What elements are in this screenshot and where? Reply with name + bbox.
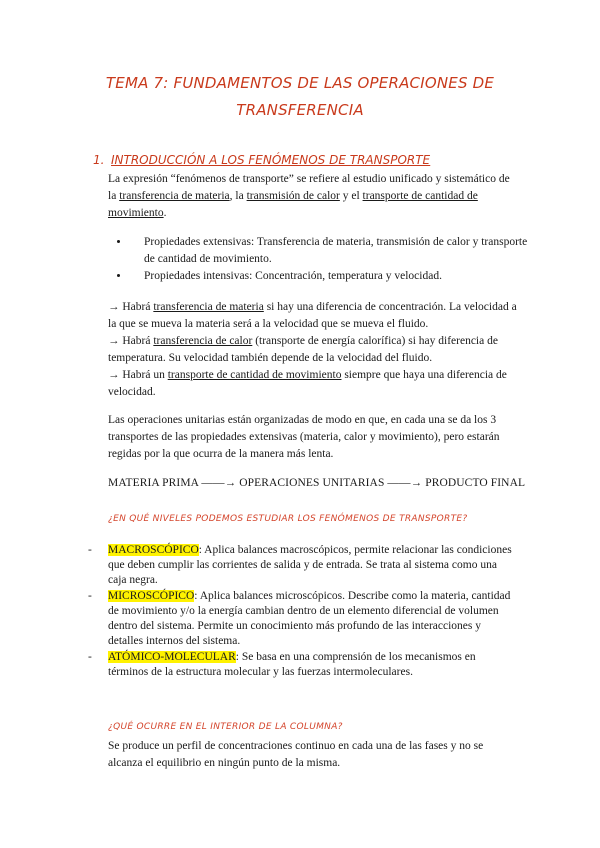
question-columna: ¿QUÉ OCURRE EN EL INTERIOR DE LA COLUMNA? xyxy=(108,722,343,732)
intro-paragraph xyxy=(108,171,518,222)
section-heading xyxy=(93,153,430,167)
intro-text-2: , la xyxy=(229,190,247,202)
arrow-paragraph xyxy=(108,299,518,401)
dash-marker: - xyxy=(88,544,92,556)
arrow-text-underline: transferencia de materia xyxy=(153,301,264,313)
list-item: • Propiedades intensivas: Concentración, temperatura y velocidad. xyxy=(130,268,540,285)
intro-underline-materia: transferencia de materia xyxy=(119,190,230,202)
level-description: : Se basa en una comprensión de los mecanismos en términos de la estructura molecular y las fuerzas intermoleculares. xyxy=(108,651,476,678)
arrow-line-movimiento xyxy=(108,367,518,401)
question-niveles: ¿EN QUÉ NIVELES PODEMOS ESTUDIAR LOS FENÓMENOS DE TRANSPORTE? xyxy=(108,514,468,524)
arrow-text-post: si hay una diferencia de concentración. La velocidad a la que se mueva la materia será a la velocidad que se mueva el fluido. xyxy=(108,301,517,330)
dash-marker: - xyxy=(88,651,92,663)
arrow-line-calor xyxy=(108,333,518,367)
properties-list xyxy=(108,234,540,285)
answer-columna: Se produce un perfil de concentraciones continuo en cada una de las fases y no se alcanza el equilibrio en ningún punto de la misma. xyxy=(108,740,484,769)
intro-underline-movimiento: transporte de cantidad de movimiento xyxy=(108,190,478,219)
arrow-line-materia xyxy=(108,299,518,333)
arrow-text-post: siempre que haya una diferencia de velocidad. xyxy=(108,369,507,398)
level-label-atomico-molecular: ATÓMICO-MOLECULAR xyxy=(108,651,236,663)
arrow-text-pre: Habrá xyxy=(119,301,154,313)
list-item xyxy=(88,650,518,680)
section-number: 1. xyxy=(93,153,105,167)
dash-marker: - xyxy=(88,590,92,602)
list-item xyxy=(88,589,518,649)
levels-list xyxy=(88,543,518,681)
section-heading-text: INTRODUCCIÓN A LOS FENÓMENOS DE TRANSPORTE xyxy=(111,153,431,167)
document-title-line-1: TEMA 7: FUNDAMENTOS DE LAS OPERACIONES DE xyxy=(105,74,495,92)
document-title-line-2: TRANSFERENCIA xyxy=(236,101,364,119)
level-label-macroscopico: MACROSCÓPICO xyxy=(108,544,199,556)
arrow-icon: → xyxy=(108,369,120,381)
process-flow: MATERIA PRIMA ——→ OPERACIONES UNITARIAS ——→ PRODUCTO FINAL xyxy=(108,477,526,489)
intro-underline-calor: transmisión de calor xyxy=(246,190,340,202)
operaciones-paragraph: Las operaciones unitarias están organizadas de modo en que, en cada una se da los 3 transportes de las propiedades extensivas (materia, calor y movimiento), pero estarán regidas por la que ocurra de la manera más lenta. xyxy=(108,414,500,460)
intro-text-4: . xyxy=(163,207,167,219)
arrow-icon: → xyxy=(108,301,120,313)
arrow-text-underline: transporte de cantidad de movimiento xyxy=(167,369,342,381)
level-description: : Aplica balances microscópicos. Describe como la materia, cantidad de movimiento y/o la energía cambian dentro de un elemento diferencial de volumen dentro del sistema. Permite un conocimiento más profundo de las interacciones y detalles internos del sistema. xyxy=(108,590,511,647)
intro-text-3: y el xyxy=(339,190,363,202)
arrow-text-post: (transporte de energía calorífica) si hay diferencia de temperatura. Su velocidad también depende de la velocidad del fluido. xyxy=(108,335,498,364)
list-item xyxy=(88,543,518,588)
level-label-microscopico: MICROSCÓPICO xyxy=(108,590,195,602)
arrow-text-pre: Habrá un xyxy=(119,369,168,381)
arrow-text-pre: Habrá xyxy=(119,335,154,347)
level-description: : Aplica balances macroscópicos, permite relacionar las condiciones que deben cumplir las corrientes de salida y de entrada. Se trata al sistema como una caja negra. xyxy=(108,544,512,586)
arrow-icon: → xyxy=(108,335,120,347)
list-item: • Propiedades extensivas: Transferencia de materia, transmisión de calor y transporte de cantidad de movimiento. xyxy=(130,234,540,268)
intro-text-1: La expresión “fenómenos de transporte” se refiere al estudio unificado y sistemático de la xyxy=(108,173,510,202)
arrow-text-underline: transferencia de calor xyxy=(153,335,253,347)
